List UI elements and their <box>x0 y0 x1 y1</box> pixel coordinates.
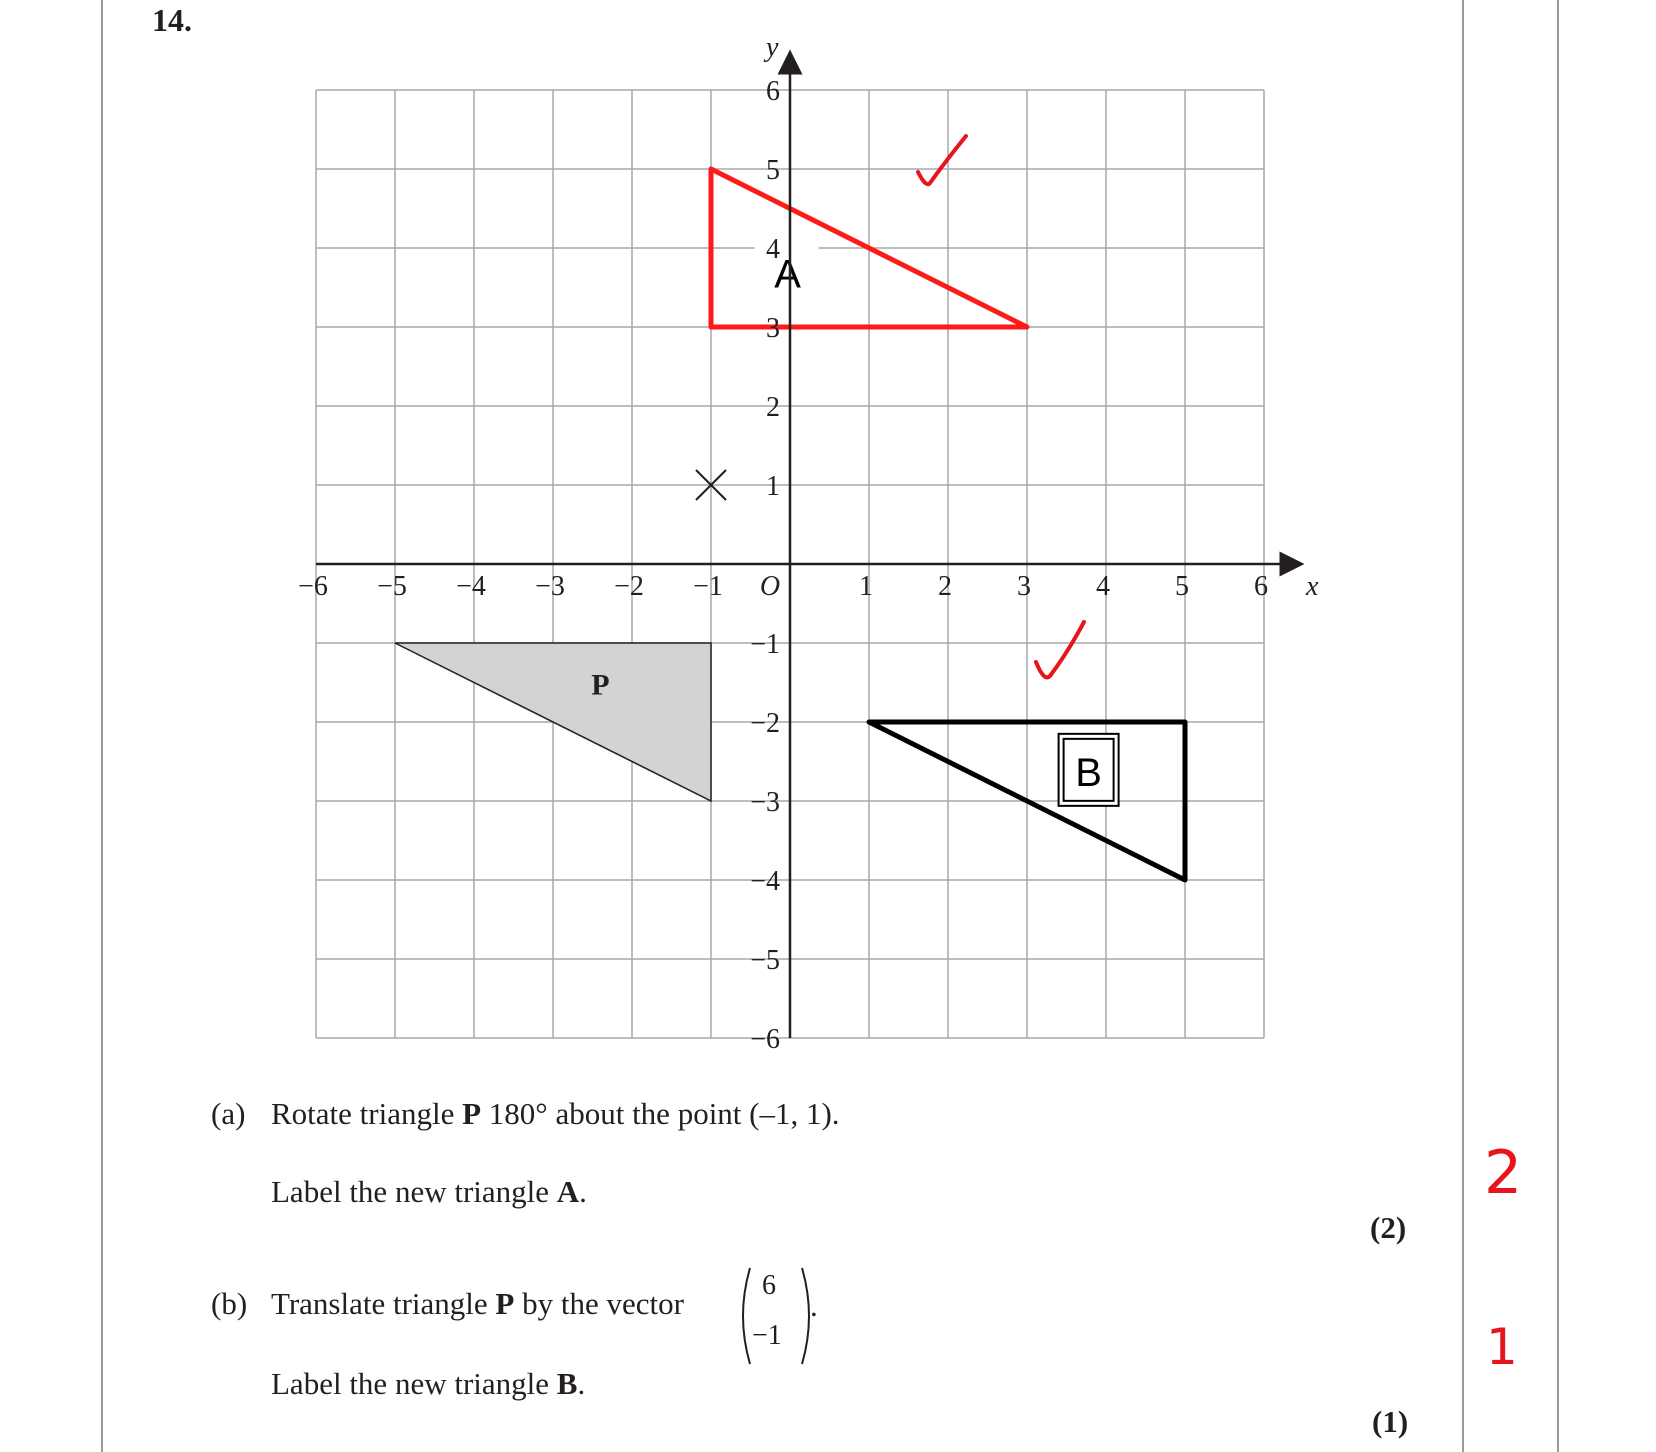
y-tick-label: −5 <box>750 945 780 976</box>
x-tick-label: 1 <box>859 571 873 602</box>
vector-bottom: −1 <box>752 1320 782 1351</box>
x-tick-label: −2 <box>614 571 644 602</box>
x-tick-label: 2 <box>938 571 952 602</box>
part-a-line2-pre: Label the new triangle <box>271 1174 557 1209</box>
axis-labels <box>298 32 1319 1055</box>
part-a-label: (a) <box>211 1096 246 1131</box>
y-tick-label: −4 <box>750 866 780 897</box>
x-tick-label: 4 <box>1096 571 1110 602</box>
part-a-text-bold: P <box>462 1096 482 1131</box>
y-tick-label: 2 <box>766 392 780 423</box>
triangle-b-label: B <box>1075 750 1102 795</box>
part-b-line2-post: . <box>577 1366 586 1401</box>
x-tick-label: −5 <box>377 571 407 602</box>
y-axis-label: y <box>766 32 779 63</box>
check-mark-icon-a <box>918 136 966 184</box>
x-tick-label: 6 <box>1254 571 1268 602</box>
y-tick-label: 3 <box>766 313 780 344</box>
x-tick-label: 3 <box>1017 571 1031 602</box>
origin-label: O <box>759 571 781 602</box>
part-b-marks: (1) <box>1372 1404 1409 1439</box>
x-tick-label: −1 <box>693 571 723 602</box>
y-tick-label: −6 <box>750 1024 780 1055</box>
vector-top: 6 <box>762 1270 776 1301</box>
part-a-label-instruction <box>271 1174 587 1210</box>
part-a-instruction <box>271 1096 840 1132</box>
x-axis-label: x <box>1306 571 1319 602</box>
triangle-a-label: A <box>774 252 801 297</box>
y-tick-label: 6 <box>766 76 780 107</box>
part-b-line2-bold: B <box>556 1366 578 1401</box>
y-tick-label: 4 <box>766 234 780 265</box>
part-a-line2-post: . <box>579 1174 587 1209</box>
y-tick-label: −2 <box>750 708 780 739</box>
part-b-text-bold: P <box>495 1286 515 1321</box>
part-b-instruction <box>271 1286 684 1322</box>
x-tick-label: 5 <box>1175 571 1189 602</box>
y-tick-label: 1 <box>766 471 780 502</box>
part-a-text-post: 180° about the point (–1, 1). <box>481 1096 840 1131</box>
part-b-text-post: by the vector <box>514 1286 684 1321</box>
vector-end: . <box>810 1288 818 1323</box>
y-tick-label: −1 <box>750 629 780 660</box>
part-b-label-instruction <box>271 1366 585 1402</box>
x-tick-label: −6 <box>298 571 328 602</box>
handwritten-score-a: 2 <box>1484 1138 1523 1208</box>
x-tick-label: −3 <box>535 571 565 602</box>
part-b-line2-pre: Label the new triangle <box>271 1366 557 1401</box>
triangle-p-label: P <box>591 668 610 702</box>
check-mark-icon-b <box>1036 622 1084 677</box>
axes <box>316 52 1302 1038</box>
part-a-marks: (2) <box>1370 1210 1407 1245</box>
x-tick-label: −4 <box>456 571 486 602</box>
part-a-text-pre: Rotate triangle <box>271 1096 463 1131</box>
part-b-text-pre: Translate triangle <box>271 1286 496 1321</box>
handwritten-score-b: 1 <box>1486 1318 1518 1376</box>
part-b-label: (b) <box>211 1286 248 1321</box>
y-tick-label: 5 <box>766 155 780 186</box>
y-tick-label: −3 <box>750 787 780 818</box>
part-a-line2-bold: A <box>556 1174 580 1209</box>
question-number: 14. <box>152 2 192 38</box>
